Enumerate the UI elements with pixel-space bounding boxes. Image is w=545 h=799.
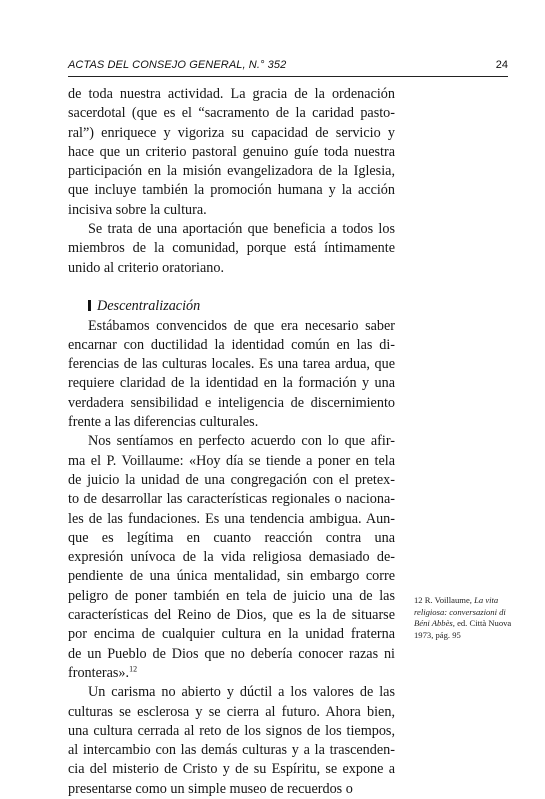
text-line: fronteras».$^{12}$	[68, 664, 138, 681]
text-line: presentarse como un simple museo de recuerdos o	[68, 780, 353, 797]
spacer	[68, 278, 395, 297]
text-line: ral”) enriquece y vigoriza su capacidad de servicio y	[68, 124, 395, 141]
footnote	[414, 595, 514, 641]
text-line: de un Pueblo de Dios que no debería conocer razas ni	[68, 645, 395, 662]
text-line: de juicio la unidad de una congregación con el pretex-	[68, 471, 395, 488]
text-line: miembros de la comunidad, porque está íntimamente	[68, 240, 395, 257]
page-number: 24	[495, 59, 508, 71]
text-line: verdadera sensibilidad e inteligencia de discernimiento	[68, 394, 395, 411]
text-line: al intercambio con las demás culturas y a la trascenden-	[68, 742, 395, 759]
text-line: participación en la misión evangelizadora de la Iglesia,	[68, 163, 395, 180]
paragraph-4	[68, 432, 395, 683]
text-line: una cultura cerrada al reto de los signos de los tiempos,	[68, 722, 395, 739]
footnote-author: R. Voillaume,	[424, 595, 472, 605]
text-line: culturas se esclerosa y se cierra al futuro. Ahora bien,	[68, 703, 395, 720]
section-heading-text: Descentralización	[97, 298, 201, 315]
text-line: les de las fundaciones. Es una tendencia ambigua. Aun-	[68, 510, 395, 527]
text-line: unido al criterio oratoriano.	[68, 259, 225, 276]
paragraph-2	[68, 220, 395, 278]
heading-marker-icon	[88, 300, 91, 311]
paragraph-3	[68, 317, 395, 433]
text-line: encarnar con ductilidad la identidad común en las di-	[68, 336, 395, 353]
text-line: hace que un criterio pastoral genuino guíe toda nuestra	[68, 143, 395, 160]
text-line: pendiente de una única mentalidad, sin embargo corre	[68, 568, 395, 585]
footnote-publisher: ed. Città Nuova 1973, pág. 95	[414, 618, 512, 640]
text-line: peligro de poner también en tela de juicio una de las	[68, 587, 395, 604]
text-line: Un carisma no abierto y dúctil a los valores de las	[88, 684, 395, 701]
text-line: sacerdotal (que es el “sacramento de la caridad pasto-	[68, 105, 395, 122]
text-line: características del Reino de Dios, que es la de situarse	[68, 607, 395, 624]
paragraph-1	[68, 85, 395, 220]
running-header	[68, 59, 508, 77]
text-line: Estábamos convencidos de que era necesario saber	[88, 317, 395, 334]
running-header-title: ACTAS DEL CONSEJO GENERAL, N.° 352	[68, 59, 287, 71]
footnote-reference: 12	[129, 664, 138, 674]
section-heading	[68, 297, 395, 316]
text-line: incisiva sobre la cultura.	[68, 201, 207, 218]
text-line: ferencias de las culturas locales. Es una tarea ardua, que	[68, 356, 395, 373]
text-line: frente a las diferencias culturales.	[68, 414, 259, 431]
main-text	[68, 85, 395, 799]
paragraph-5	[68, 683, 395, 799]
text-line: ma el P. Voillaume: «Hoy día se tiende a poner en tela	[68, 452, 395, 469]
text-line: Se trata de una aportación que beneficia a todos los	[88, 221, 395, 238]
text-line: Nos sentíamos en perfecto acuerdo con lo que afir-	[88, 433, 395, 450]
text-line: que es legítima en cuanto reacción contra una	[68, 529, 395, 546]
text-line: que incluye también la promoción humana y la acción	[68, 182, 395, 199]
text-line: to de desarrollar las características regionales o naciona-	[68, 491, 395, 508]
footnote-title: La vita religiosa: conversazioni di Béni Abbès,	[414, 595, 506, 628]
header-divider	[68, 76, 508, 77]
text-line: de toda nuestra actividad. La gracia de la ordenación	[68, 86, 395, 102]
text-line: expresión unívoca de la vida religiosa demasiado de-	[68, 549, 395, 566]
text-line: requiere claridad de la identidad en la formación y una	[68, 375, 395, 392]
text-line: por encima de cualquier cultura en la unidad fraterna	[68, 626, 395, 643]
text-line: cia del misterio de Cristo y de su Espíritu, se expone a	[68, 761, 395, 778]
footnote-number: 12	[414, 595, 423, 605]
